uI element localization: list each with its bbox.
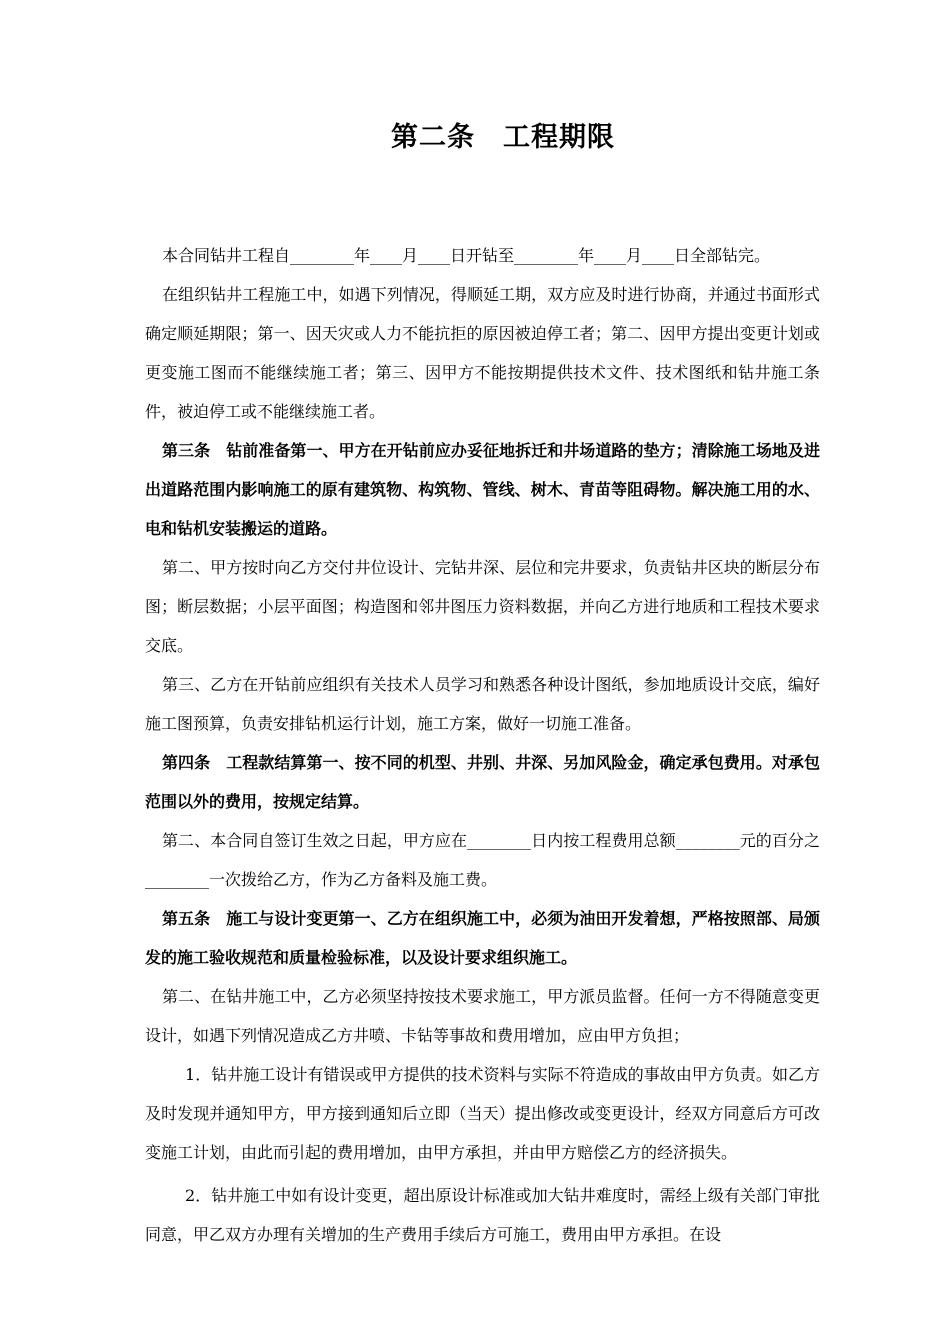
paragraph-extension: 在组织钻井工程施工中，如遇下列情况，得顺延工期，双方应及时进行协商，并通过书面形式确定顺延期限；第一、因天灾或人力不能抗拒的原因被迫停工者；第二、因甲方提出变更计划或更变施工图而不能继续施工者；第三、因甲方不能按期提供技术文件、技术图纸和钻井施工条件，被迫停工或不能继续施工者。 — [145, 285, 820, 421]
document-body — [145, 236, 820, 1254]
article-4-heading: 第四条 工程款结算第一、按不同的机型、井别、井深、另加风险金，确定承包费用。对承包范围以外的费用，按规定结算。 — [145, 753, 820, 811]
paragraph-design-change: 第二、在钻井施工中，乙方必须坚持按技术要求施工，甲方派员监督。任何一方不得随意变更设计，如遇下列情况造成乙方井喷、卡钻等事故和费用增加，应由甲方负担； — [145, 987, 820, 1045]
paragraph-party-a-deliverables: 第二、甲方按时向乙方交付井位设计、完钻井深、层位和完井要求，负责钻井区块的断层分布图；断层数据；小层平面图；构造图和邻井图压力资料数据，并向乙方进行地质和工程技术要求交底。 — [145, 558, 820, 655]
article-5-heading: 第五条 施工与设计变更第一、乙方在组织施工中，必须为油田开发着想，严格按照部、局颁发的施工验收规范和质量检验标准，以及设计要求组织施工。 — [145, 909, 820, 967]
paragraph-party-b-preparation: 第三、乙方在开钻前应组织有关技术人员学习和熟悉各种设计图纸，参加地质设计交底，编好施工图预算，负责安排钻机运行计划，施工方案，做好一切施工准备。 — [145, 675, 820, 733]
page-title: 第二条 工程期限 — [391, 122, 615, 153]
paragraph-schedule: 本合同钻井工程自________年____月____日开钻至________年____月____日全部钻完。 — [162, 246, 771, 265]
list-item-1: 1．钻井施工设计有错误或甲方提供的技术资料与实际不符造成的事故由甲方负责。如乙方及时发现并通知甲方，甲方接到通知后立即（当天）提出修改或变更设计，经双方同意后方可改变施工计划，由此而引起的费用增加，由甲方承担，并由甲方赔偿乙方的经济损失。 — [145, 1065, 820, 1162]
paragraph-payment: 第二、本合同自签订生效之日起，甲方应在________日内按工程费用总额________元的百分之________一次拨给乙方，作为乙方备料及施工费。 — [145, 831, 820, 889]
list-item-2: 2．钻井施工中如有设计变更，超出原设计标准或加大钻井难度时，需经上级有关部门审批同意，甲乙双方办理有关增加的生产费用手续后方可施工，费用由甲方承担。在设 — [145, 1186, 820, 1244]
article-3-heading: 第三条 钻前准备第一、甲方在开钻前应办妥征地拆迁和井场道路的垫方；清除施工场地及进出道路范围内影响施工的原有建筑物、构筑物、管线、树木、青苗等阻碍物。解决施工用的水、电和钻机安装搬运的道路。 — [145, 441, 820, 538]
